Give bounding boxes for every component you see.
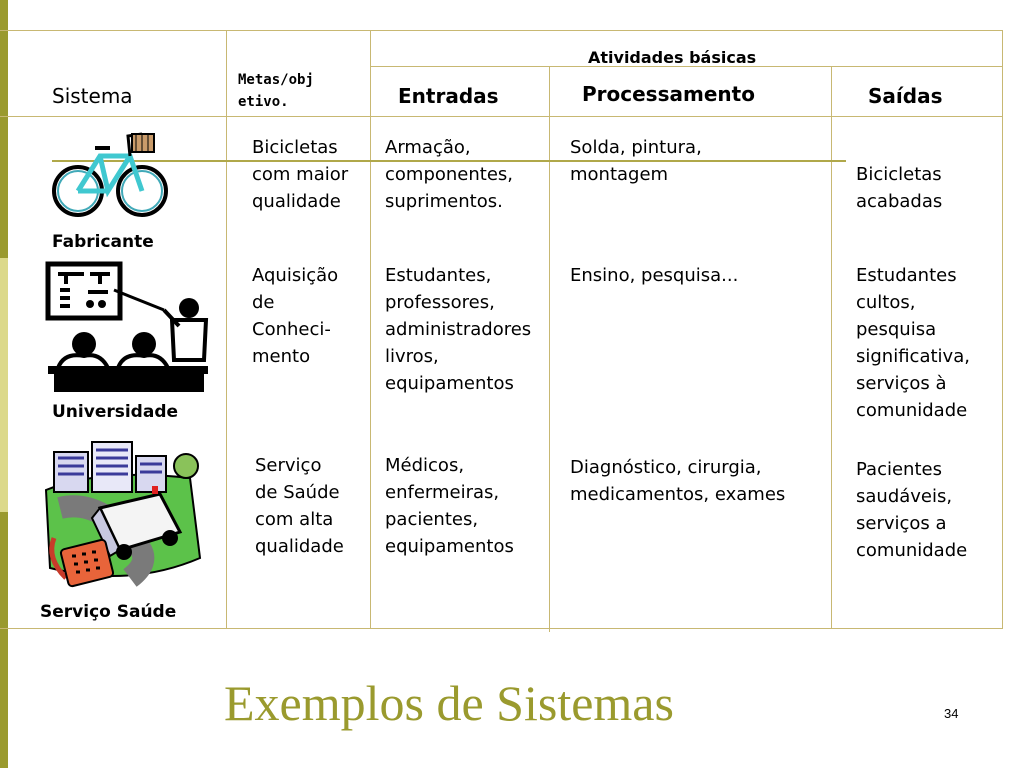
ambulance-city-icon <box>40 438 205 588</box>
cell-saidas: Bicicletas acabadas <box>856 164 943 212</box>
grid-line-bottom <box>0 628 1003 629</box>
bicycle-icon <box>50 126 170 226</box>
header-sistema: Sistema <box>52 84 133 108</box>
cell-processamento: Solda, pintura, montagem <box>570 137 702 185</box>
grid-line-v4 <box>831 66 832 628</box>
header-metas: Metas/obj etivo. <box>238 72 314 110</box>
row-label-universidade: Universidade <box>52 402 179 422</box>
sidebar-block-light <box>0 258 8 512</box>
cell-metas: Bicicletas com maior qualidade <box>252 137 349 212</box>
slide-title: Exemplos de Sistemas <box>224 675 674 731</box>
sidebar-block-dark-1 <box>0 0 8 258</box>
cell-processamento: Ensino, pesquisa... <box>570 265 739 286</box>
cell-entradas: Médicos, enfermeiras, pacientes, equipamentos <box>385 455 514 557</box>
cell-entradas: Estudantes, professores, administradores livros, equipamentos <box>385 265 532 394</box>
page-number: 34 <box>944 706 959 721</box>
header-atividades: Atividades básicas <box>588 48 757 67</box>
grid-line-v3 <box>549 66 550 632</box>
grid-line-v1 <box>226 30 227 628</box>
cell-processamento: Diagnóstico, cirurgia, medicamentos, exames <box>570 457 786 505</box>
grid-line-v2 <box>370 30 371 628</box>
grid-line-right <box>1002 30 1003 628</box>
grid-line-header-bottom <box>0 116 1003 117</box>
row-label-fabricante: Fabricante <box>52 232 154 252</box>
header-saidas: Saídas <box>868 84 943 108</box>
cell-metas: Serviço de Saúde com alta qualidade <box>255 455 344 557</box>
cell-metas: Aquisição de Conheci- mento <box>252 265 339 367</box>
header-processamento: Processamento <box>582 82 755 106</box>
cell-saidas: Estudantes cultos, pesquisa significativa, serviços à comunidade <box>856 265 970 421</box>
sidebar-block-dark-2 <box>0 512 8 768</box>
cell-entradas: Armação, componentes, suprimentos. <box>385 137 514 212</box>
header-entradas: Entradas <box>398 84 499 108</box>
row-label-servico-saude: Serviço Saúde <box>40 602 177 622</box>
classroom-icon <box>44 260 214 395</box>
cell-saidas: Pacientes saudáveis, serviços a comunidade <box>856 459 968 561</box>
grid-line-top <box>0 30 1003 31</box>
